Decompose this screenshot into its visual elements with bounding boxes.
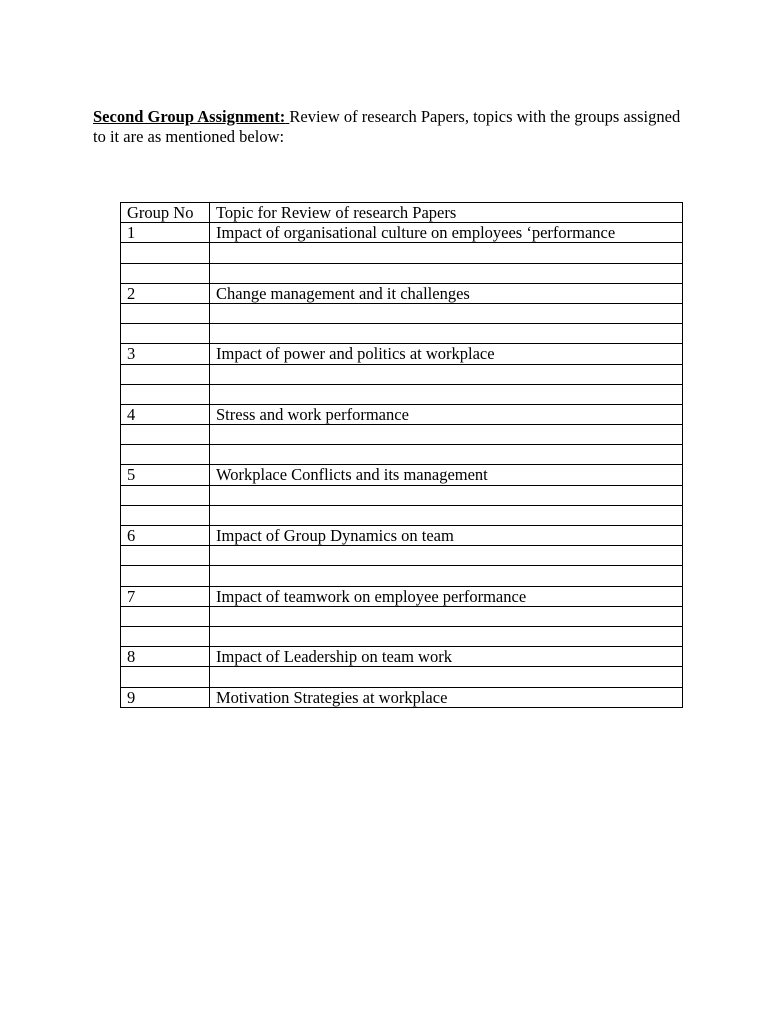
topic-cell: Motivation Strategies at workplace — [210, 687, 683, 707]
topic-cell — [210, 485, 683, 505]
topics-table-body — [121, 223, 683, 708]
table-row — [121, 606, 683, 626]
group-number-cell: 8 — [121, 647, 210, 667]
table-row — [121, 445, 683, 465]
topic-cell: Impact of power and politics at workplace — [210, 344, 683, 364]
topic-cell — [210, 364, 683, 384]
topic-cell: Workplace Conflicts and its management — [210, 465, 683, 485]
group-number-cell — [121, 546, 210, 566]
topic-cell — [210, 263, 683, 283]
table-row — [121, 263, 683, 283]
topic-cell — [210, 384, 683, 404]
table-row — [121, 384, 683, 404]
group-number-cell — [121, 303, 210, 323]
topic-cell — [210, 324, 683, 344]
table-row — [121, 566, 683, 586]
table-row — [121, 303, 683, 323]
table-row — [121, 243, 683, 263]
topic-cell — [210, 303, 683, 323]
table-row — [121, 223, 683, 243]
group-number-cell: 5 — [121, 465, 210, 485]
group-number-cell — [121, 324, 210, 344]
topic-cell: Impact of Leadership on team work — [210, 647, 683, 667]
topic-cell: Stress and work performance — [210, 404, 683, 424]
group-number-cell: 3 — [121, 344, 210, 364]
group-number-cell: 2 — [121, 283, 210, 303]
group-number-cell: 7 — [121, 586, 210, 606]
group-number-cell — [121, 445, 210, 465]
table-row — [121, 485, 683, 505]
table-row — [121, 647, 683, 667]
assignment-description: Review of research Papers, topics with the groups assigned to it are as mentioned below: — [93, 107, 681, 146]
group-number-cell — [121, 566, 210, 586]
table-row — [121, 283, 683, 303]
topic-cell — [210, 566, 683, 586]
topic-cell — [210, 445, 683, 465]
group-number-cell: 1 — [121, 223, 210, 243]
assignment-intro — [93, 107, 693, 147]
table-row — [121, 626, 683, 646]
table-row — [121, 667, 683, 687]
group-number-cell — [121, 505, 210, 525]
topic-cell: Impact of Group Dynamics on team — [210, 526, 683, 546]
group-number-cell — [121, 485, 210, 505]
table-row — [121, 404, 683, 424]
group-number-cell — [121, 263, 210, 283]
group-number-cell — [121, 384, 210, 404]
topic-cell: Impact of teamwork on employee performance — [210, 586, 683, 606]
topic-cell: Impact of organisational culture on employees ‘performance — [210, 223, 683, 243]
topic-cell — [210, 667, 683, 687]
topic-cell — [210, 606, 683, 626]
topic-cell — [210, 425, 683, 445]
table-row — [121, 425, 683, 445]
topic-cell — [210, 505, 683, 525]
table-row — [121, 546, 683, 566]
table-row — [121, 526, 683, 546]
table-row — [121, 687, 683, 707]
table-row — [121, 465, 683, 485]
table-header-row — [121, 203, 683, 223]
header-group-no: Group No — [121, 203, 210, 223]
group-number-cell — [121, 425, 210, 445]
table-row — [121, 344, 683, 364]
group-number-cell — [121, 626, 210, 646]
topic-cell: Change management and it challenges — [210, 283, 683, 303]
topic-cell — [210, 626, 683, 646]
group-number-cell — [121, 606, 210, 626]
topic-cell — [210, 546, 683, 566]
table-row — [121, 364, 683, 384]
table-row — [121, 586, 683, 606]
group-number-cell: 9 — [121, 687, 210, 707]
header-topic: Topic for Review of research Papers — [210, 203, 683, 223]
topics-table — [120, 202, 683, 708]
group-number-cell — [121, 364, 210, 384]
assignment-heading: Second Group Assignment: — [93, 107, 286, 126]
table-row — [121, 324, 683, 344]
group-number-cell: 6 — [121, 526, 210, 546]
group-number-cell — [121, 243, 210, 263]
group-number-cell — [121, 667, 210, 687]
table-row — [121, 505, 683, 525]
topic-cell — [210, 243, 683, 263]
group-number-cell: 4 — [121, 404, 210, 424]
